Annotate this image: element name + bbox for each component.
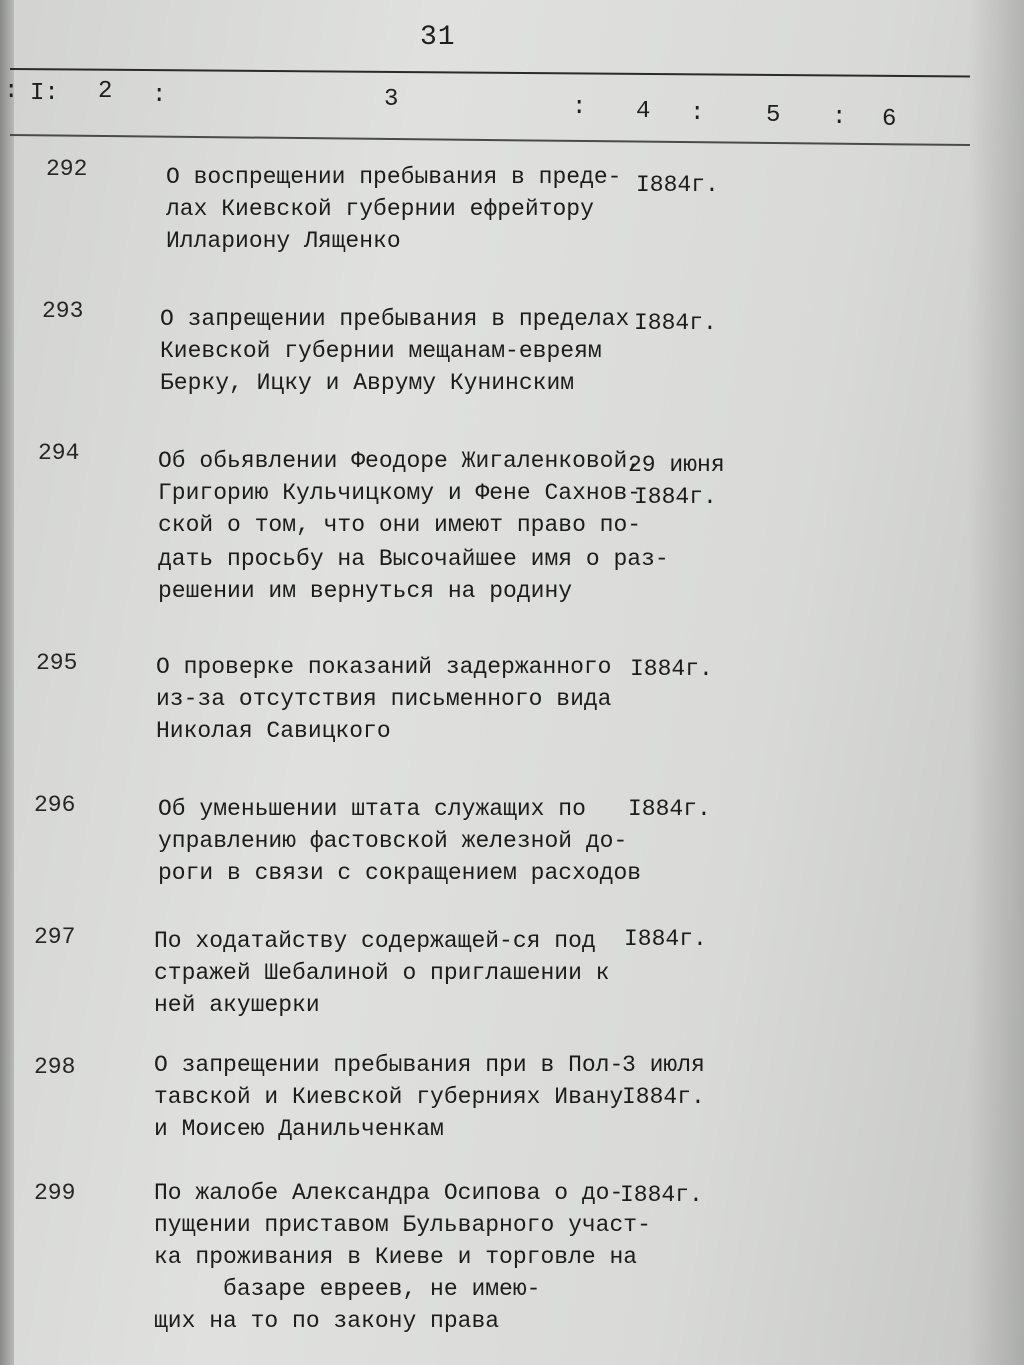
entry-number: 299 (34, 1180, 76, 1206)
entry-date: 3 июля (622, 1052, 705, 1078)
entry-title-line: О запрещении пребывания в пределах (160, 306, 630, 332)
entry-title-line: решении им вернуться на родину (158, 578, 573, 604)
entry-title-line: ка проживания в Киеве и торговле на (154, 1244, 638, 1270)
entry-title-line: управлению фастовской железной до- (158, 828, 628, 854)
entry-number: 294 (38, 440, 80, 466)
column-header-6: 6 (882, 106, 897, 133)
entry-title-line: Берку, Ицку и Авруму Кунинским (160, 370, 575, 396)
entry-number: 297 (34, 924, 76, 950)
entry-number: 296 (34, 792, 76, 818)
column-header-1: I: (30, 80, 59, 107)
entry-date: I884г. (628, 796, 711, 822)
entry-number: 295 (36, 650, 78, 676)
entry-title-line: О проверке показаний задержанного (156, 654, 612, 680)
column-header-separator: : (690, 100, 705, 127)
column-header-separator: : (152, 82, 167, 109)
column-header-5: 5 (766, 102, 781, 129)
entry-title-line: По ходатайству содержащей-ся под (154, 928, 596, 954)
entry-title-line: ней акушерки (154, 992, 320, 1018)
entry-title-line: из-за отсутствия письменного вида (156, 686, 612, 712)
column-header-separator: : (572, 94, 587, 121)
entry-title-line: Об уменьшении штата служащих по (158, 796, 586, 822)
entry-date: I884г. (636, 172, 719, 198)
entry-title-line: О запрещении пребывания при в Пол- (154, 1052, 624, 1078)
entry-date: I884г. (622, 1084, 705, 1110)
column-header-4: 4 (636, 98, 651, 125)
entry-date: I884г. (634, 310, 717, 336)
entry-title-line: стражей Шебалиной о приглашении к (154, 960, 610, 986)
entry-title-line: лах Киевской губернии ефрейтору (166, 196, 594, 222)
entry-title-line: О воспрещении пребывания в преде- (166, 164, 622, 190)
page-number: 31 (420, 22, 456, 53)
header-rule-bottom (10, 134, 970, 146)
entry-date: I884г. (620, 1182, 703, 1208)
entry-title-line: тавской и Киевской губерниях Ивану (154, 1084, 624, 1110)
entry-title-line: Иллариону Лященко (166, 228, 401, 254)
entry-title-line: базаре евреев, не имею- (154, 1276, 541, 1302)
entry-title-line: Об обьявлении Феодоре Жигаленковой, (158, 448, 642, 474)
entry-number: 292 (46, 156, 88, 182)
entry-title-line: и Моисею Данильченкам (154, 1116, 444, 1142)
entry-number: 293 (42, 298, 84, 324)
column-header-separator: : (4, 78, 19, 105)
binding-shadow (0, 0, 14, 1365)
entry-title-line: Григорию Кульчицкому и Фене Сахнов- (158, 480, 642, 506)
entry-date: I884г. (624, 926, 707, 952)
entry-title-line: дать просьбу на Высочайшее имя о раз- (158, 546, 669, 572)
entry-title-line: роги в связи с сокращением расходов (158, 860, 642, 886)
header-rule-top (10, 68, 970, 78)
entry-title-line: Киевской губернии мещанам-евреям (160, 338, 602, 364)
page-edge-shadow (968, 0, 1024, 1365)
entry-number: 298 (34, 1054, 76, 1080)
entry-date: 29 июня (628, 452, 725, 478)
column-header-separator: : (832, 104, 847, 131)
column-header-2: 2 (98, 78, 113, 105)
column-header-3: 3 (384, 86, 399, 113)
entry-date: I884г. (630, 656, 713, 682)
entry-title-line: ской о том, что они имеют право по- (158, 512, 642, 538)
entry-title-line: пущении приставом Бульварного участ- (154, 1212, 651, 1238)
entry-date: I884г. (634, 484, 717, 510)
entry-title-line: щих на то по закону права (154, 1308, 500, 1334)
entry-title-line: Николая Савицкого (156, 718, 391, 744)
entry-title-line: По жалобе Александра Осипова о до- (154, 1180, 624, 1206)
